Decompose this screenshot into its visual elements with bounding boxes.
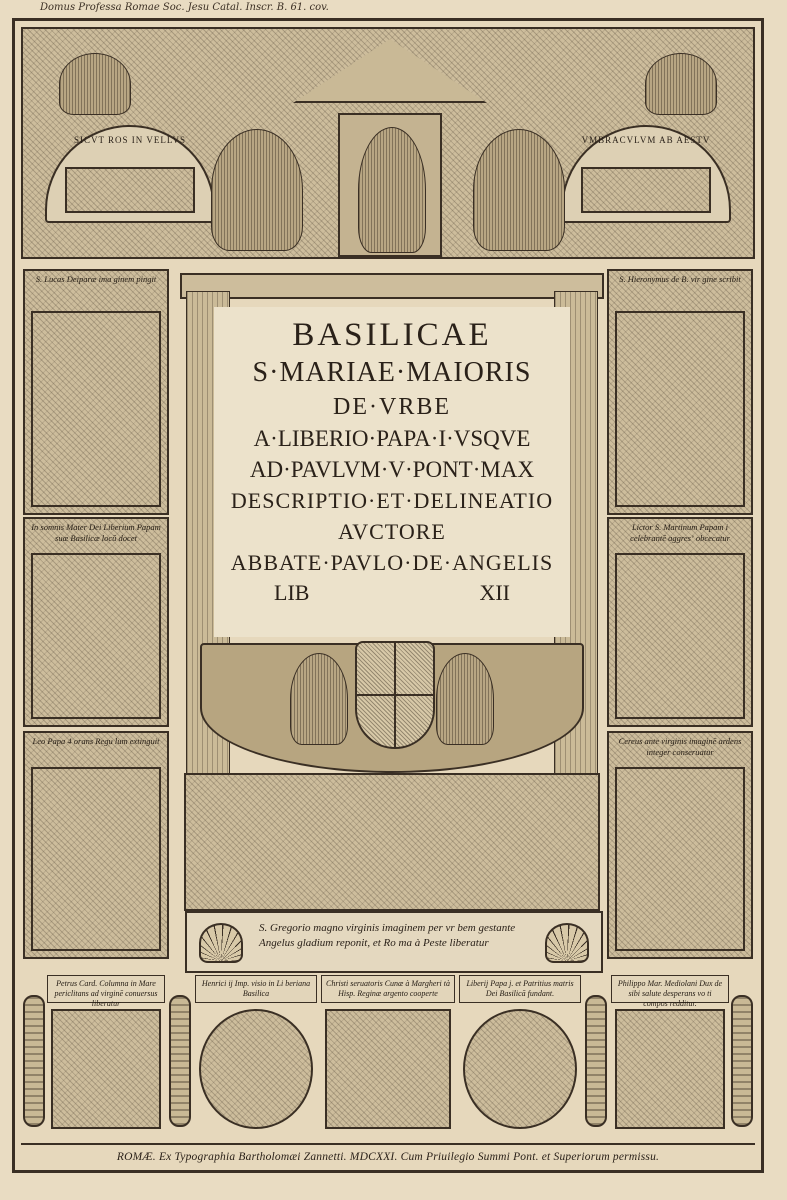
lib-number: XII [479,580,510,605]
candelabrum-pillar [585,995,607,1127]
madonna-figure [358,127,426,253]
bottom-panel-1 [47,975,165,1135]
st-luke-painting-illustration [31,311,161,507]
right-panel-2 [607,517,753,727]
candelabrum-pillar [169,995,191,1127]
pope-leo-basilisk-illustration [31,767,161,951]
title-frame [180,273,604,913]
right-motto: VMBRACVLVM AB AESTV [581,135,711,145]
right-panel-3-caption: Cereus ante virginis imaginē ardens integer conseruatur [618,736,742,757]
candelabrum-pillar [23,995,45,1127]
cherub-left-illustration [59,53,131,115]
title-line-8: ABBATE·PAVLO·DE·ANGELIS [230,550,554,575]
printer-imprint: ROMÆ. Ex Typographia Bartholomæi Zannetti. MDCXXI. Cum Priuilegio Summi Pont. et Superiorum permissu. [21,1143,755,1169]
holy-crib-reliquary-illustration [325,1009,451,1129]
right-panel-1-caption: S. Hieronymus de B. vir gine scribit [619,274,741,284]
title-line-2: S·MARIAE·MAIORIS [252,357,532,388]
henry-vision-illustration [199,1009,313,1129]
bottom-panel-3-caption: Christi seruatoris Cunæ à Margheri tà Hisp. Reginæ argento cooperte [321,975,455,1003]
bottom-panel-5-caption: Philippo Mar. Mediolani Dux de sibi salute desperans vo ti compos redditur. [611,975,729,1003]
left-panel-2 [23,517,169,727]
kneeling-angel-right-illustration [473,129,565,251]
bottom-panel-3 [321,975,455,1135]
st-jerome-writing-illustration [615,311,745,507]
handwritten-inscription: Domus Professa Romae Soc. Jesu Catal. Inscr. B. 61. cov. [40,2,329,13]
curtain-valance [180,273,604,299]
scallop-shell-icon [199,923,243,963]
putto-left-illustration [290,653,348,745]
left-panel-2-caption: In somnis Mater Dei Liberium Papam suæ Basilicæ locū docet [31,522,161,543]
cartouche-left [45,125,215,223]
bottom-panel-1-caption: Petrus Card. Columna in Mare periclitans ad virginē conuersus liberatur [47,975,165,1003]
fleece-scene-illustration [65,167,195,213]
gregory-procession-illustration [184,773,600,911]
bottom-panel-5 [611,975,729,1135]
founding-of-basilica-illustration [463,1009,577,1129]
title-line-6: DESCRIPTIO·ET·DELINEATIO [230,488,554,513]
plaque-caption: S. Gregorio magno virginis imaginem per vr bem gestante Angelus gladium reponit, et Ro ma à Peste liberatur [259,922,516,949]
putto-right-illustration [436,653,494,745]
lib-label: LIB [274,580,310,605]
right-panel-2-caption: Lictor S. Martinum Papam i celebrantē aggresʼ obcecatur [630,522,730,543]
left-panel-3 [23,731,169,959]
scallop-shell-icon [545,923,589,963]
bottom-panel-2 [195,975,317,1135]
left-panel-3-caption: Leo Papa 4 orans Regu lum extinguit [32,736,160,746]
procession-caption-plaque [185,911,603,973]
tabernacle-scene-illustration [581,167,711,213]
papal-coat-of-arms-icon [355,641,435,749]
cherub-right-illustration [645,53,717,115]
st-martin-blinded-lictor-illustration [615,553,745,719]
bottom-vignettes [21,975,755,1137]
bottom-panel-4 [459,975,581,1135]
shipwreck-illustration [51,1009,161,1129]
right-panel-3 [607,731,753,959]
bottom-panel-2-caption: Henrici ij Imp. visio in Li beriana Basilica [195,975,317,1003]
engraved-frontispiece [12,18,764,1173]
duke-healed-illustration [615,1009,725,1129]
candle-before-image-illustration [615,767,745,951]
book-number [214,578,570,608]
title-line-4: A·LIBERIO·PAPA·I·VSQVE [253,426,531,451]
right-panel-1 [607,269,753,515]
title-block [214,307,570,637]
left-motto: SICVT ROS IN VELLVS [73,135,187,145]
title-line-7: AVCTORE [338,519,446,544]
title-line-3: DE·VRBE [333,394,451,420]
top-architrave [21,27,755,259]
madonna-and-child-illustration [338,113,442,257]
pediment [293,39,487,103]
title-line-5: AD·PAVLVM·V·PONT·MAX [249,457,535,482]
cartouche-right [561,125,731,223]
candelabrum-pillar [731,995,753,1127]
kneeling-angel-left-illustration [211,129,303,251]
dream-of-liberius-illustration [31,553,161,719]
left-panel-1-caption: S. Lucas Deiparæ ima ginem pingit [35,274,157,284]
left-panel-1 [23,269,169,515]
bottom-panel-4-caption: Liberij Papa j. et Patritius matris Dei Basilicā fundant. [459,975,581,1003]
title-line-1: BASILICAE [292,317,492,353]
